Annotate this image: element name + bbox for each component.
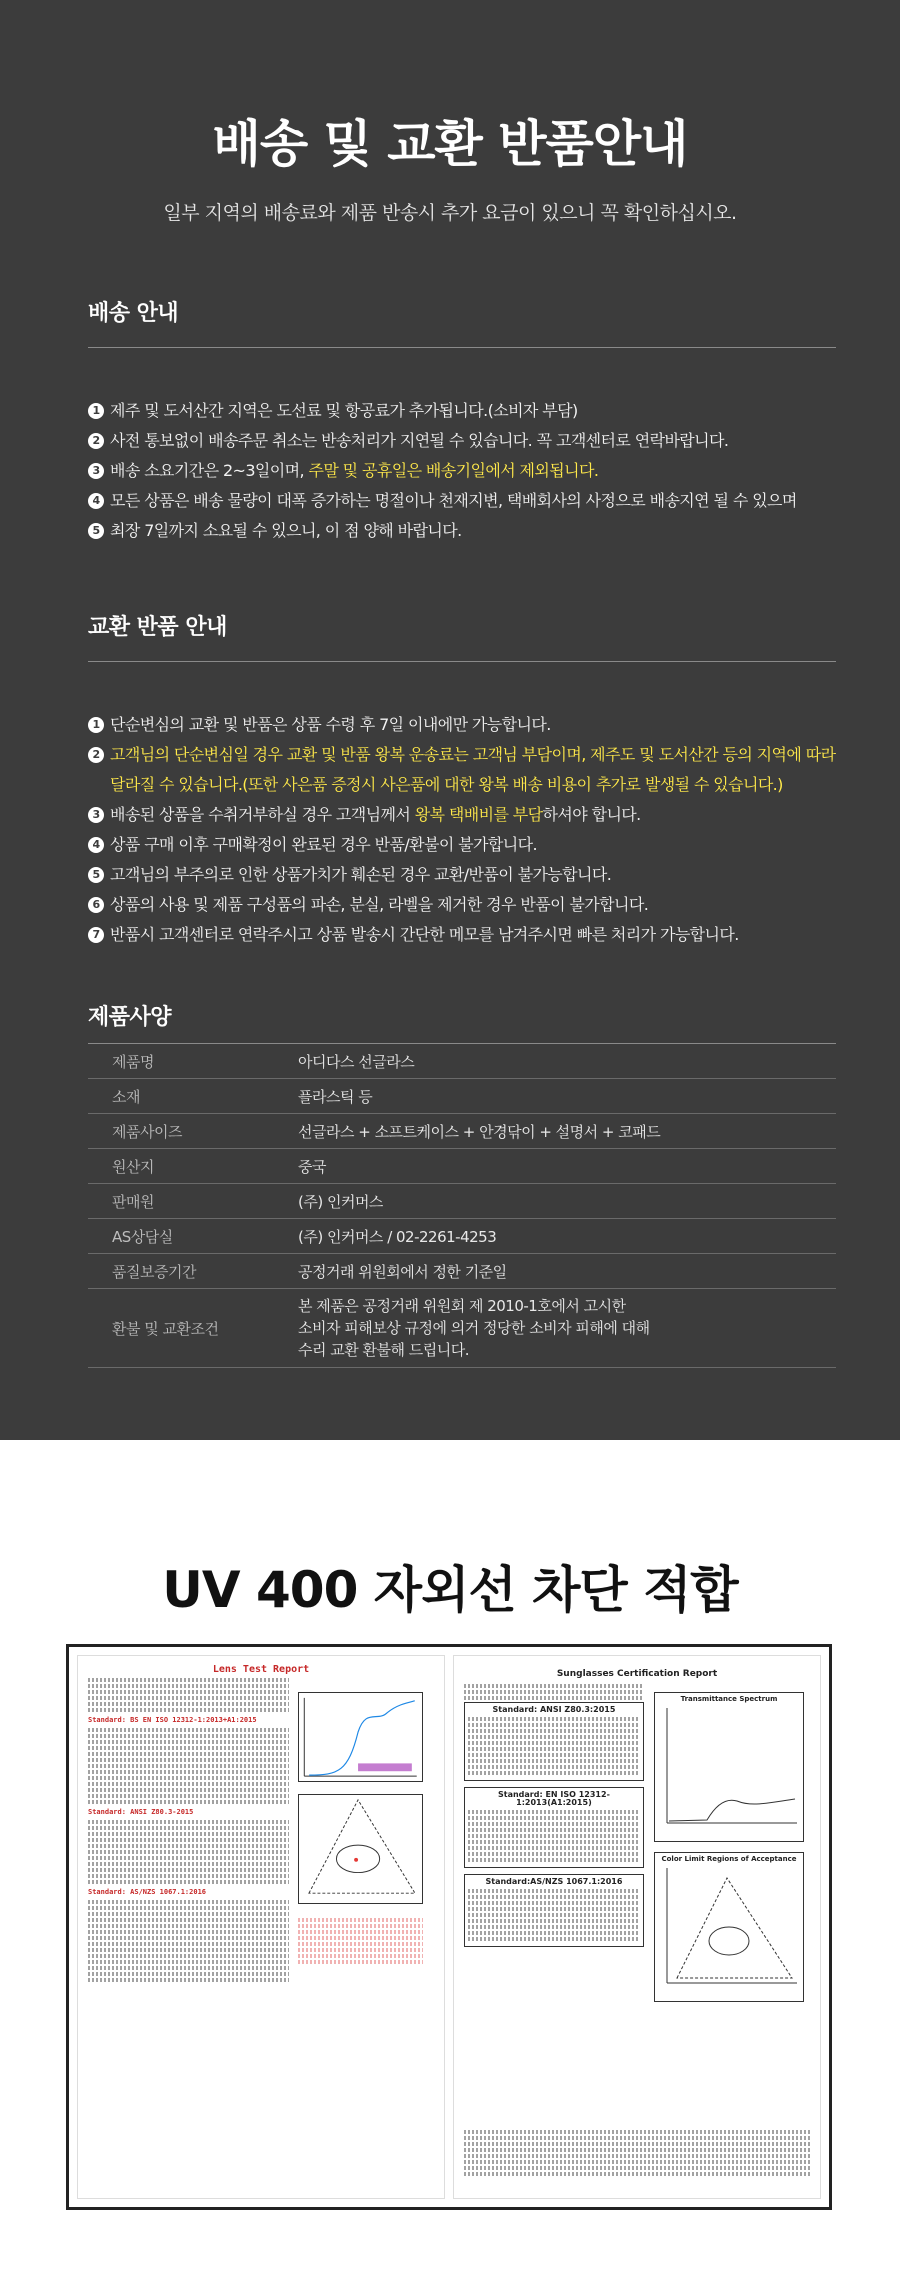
returns-item-text bbox=[110, 800, 641, 830]
spec-value: 공정거래 위원회에서 정한 기준일 bbox=[298, 1254, 836, 1289]
returns-item-text bbox=[110, 830, 537, 860]
spec-row bbox=[88, 1254, 836, 1289]
spectrum-graph-icon bbox=[657, 1703, 801, 1833]
number-bullet-icon: 4 bbox=[88, 493, 104, 509]
number-bullet-icon: 1 bbox=[88, 403, 104, 419]
certification-report-image bbox=[66, 1644, 832, 2210]
lens-test-report-title: Lens Test Report bbox=[212, 1664, 310, 1675]
spec-label: 제품사이즈 bbox=[88, 1114, 298, 1149]
color-limit-graph-icon bbox=[657, 1863, 801, 1993]
returns-item bbox=[88, 710, 836, 740]
number-bullet-icon: 3 bbox=[88, 807, 104, 823]
returns-item-text bbox=[110, 890, 648, 920]
shipping-item-text bbox=[110, 516, 462, 546]
highlight-text: 고객님의 단순변심일 경우 교환 및 반품 왕복 운송료는 고객님 부담이며, 제주도 및 도서산간 등의 지역에 따라 달라질 수 있습니다.(또한 사은품 증정시 사은품에 대한 왕복 배송 비용이 추가로 발생될 수 있습니다.) bbox=[110, 745, 836, 794]
shipping-item bbox=[88, 426, 836, 456]
number-bullet-icon: 4 bbox=[88, 837, 104, 853]
spec-value: 본 제품은 공정거래 위원회 제 2010-1호에서 고시한 소비자 피해보상 규정에 의거 정당한 소비자 피해에 대해 수리 교환 환불해 드립니다. bbox=[298, 1289, 836, 1368]
cert-standard-3: Standard:AS/NZS 1067.1:2016 bbox=[485, 1877, 623, 1886]
returns-item bbox=[88, 890, 836, 920]
spec-label: 원산지 bbox=[88, 1149, 298, 1184]
spec-row bbox=[88, 1184, 836, 1219]
left-standard-2: Standard: ANSI Z80.3-2015 bbox=[88, 1808, 194, 1816]
number-bullet-icon: 3 bbox=[88, 463, 104, 479]
number-bullet-icon: 7 bbox=[88, 927, 104, 943]
sunglasses-certification-page bbox=[453, 1655, 821, 2199]
item-text: 상품의 사용 및 제품 구성품의 파손, 분실, 라벨을 제거한 경우 반품이 불가합니다. bbox=[110, 895, 649, 914]
spec-label: 소재 bbox=[88, 1079, 298, 1114]
item-text: 하셔야 합니다. bbox=[542, 805, 641, 824]
cert-report-title: Sunglasses Certification Report bbox=[556, 1669, 718, 1679]
returns-item-text bbox=[110, 710, 551, 740]
uv-title: UV 400 자외선 차단 적합 bbox=[162, 1561, 738, 1619]
returns-item-text bbox=[110, 740, 836, 800]
returns-list bbox=[88, 710, 836, 950]
spec-row bbox=[88, 1079, 836, 1114]
spec-value: 아디다스 선글라스 bbox=[298, 1044, 836, 1079]
returns-item bbox=[88, 860, 836, 890]
shipping-item bbox=[88, 396, 836, 426]
spec-title: 제품사양 bbox=[88, 1005, 172, 1030]
returns-item-text bbox=[110, 920, 739, 950]
item-text: 배송된 상품을 수취거부하실 경우 고객님께서 bbox=[110, 805, 415, 824]
spec-label: AS상담실 bbox=[88, 1219, 298, 1254]
left-standard-3: Standard: AS/NZS 1067.1:2016 bbox=[88, 1888, 207, 1896]
number-bullet-icon: 1 bbox=[88, 717, 104, 733]
returns-section bbox=[88, 610, 836, 950]
shipping-item-text bbox=[110, 426, 728, 456]
item-text: 상품 구매 이후 구매확정이 완료된 경우 반품/환불이 불가합니다. bbox=[110, 835, 537, 854]
spec-row bbox=[88, 1044, 836, 1079]
spec-value: (주) 인커머스 / 02-2261-4253 bbox=[298, 1219, 836, 1254]
returns-title: 교환 반품 안내 bbox=[88, 610, 836, 662]
returns-item bbox=[88, 830, 836, 860]
highlight-text: 주말 및 공휴일은 배송기일에서 제외됩니다. bbox=[308, 461, 599, 480]
number-bullet-icon: 2 bbox=[88, 747, 104, 763]
transmittance-spectrum-chart: Transmittance Spectrum bbox=[654, 1692, 804, 1842]
spec-label: 품질보증기간 bbox=[88, 1254, 298, 1289]
shipping-item bbox=[88, 486, 836, 516]
number-bullet-icon: 2 bbox=[88, 433, 104, 449]
chromaticity-graph-icon bbox=[298, 1794, 423, 1904]
spec-value: 선글라스 + 소프트케이스 + 안경닦이 + 설명서 + 코패드 bbox=[298, 1114, 836, 1149]
page-title: 배송 및 교환 반품안내 bbox=[212, 115, 688, 173]
number-bullet-icon: 5 bbox=[88, 867, 104, 883]
shipping-item-text bbox=[110, 486, 797, 516]
shipping-title: 배송 안내 bbox=[88, 296, 836, 348]
shipping-item bbox=[88, 456, 836, 486]
lens-test-report-page bbox=[77, 1655, 445, 2199]
item-text: 사전 통보없이 배송주문 취소는 반송처리가 지연될 수 있습니다. 꼭 고객센터로 연락바랍니다. bbox=[110, 431, 729, 450]
item-text: 모든 상품은 배송 물량이 대폭 증가하는 명절이나 천재지변, 택배회사의 사정으로 배송지연 될 수 있으며 bbox=[110, 491, 797, 510]
spec-row bbox=[88, 1149, 836, 1184]
spec-row bbox=[88, 1219, 836, 1254]
shipping-item-text bbox=[110, 456, 598, 486]
returns-item bbox=[88, 740, 836, 800]
spec-section bbox=[88, 1000, 836, 1368]
spec-table bbox=[88, 1043, 836, 1368]
spec-row bbox=[88, 1114, 836, 1149]
spec-value: 플라스틱 등 bbox=[298, 1079, 836, 1114]
color-limit-chart: Color Limit Regions of Acceptance bbox=[654, 1852, 804, 2002]
shipping-list bbox=[88, 396, 836, 546]
returns-item-text bbox=[110, 860, 611, 890]
item-text: 반품시 고객센터로 연락주시고 상품 발송시 간단한 메모를 남겨주시면 빠른 처리가 가능합니다. bbox=[110, 925, 739, 944]
cert-standard-1: Standard: ANSI Z80.3:2015 bbox=[492, 1705, 616, 1714]
shipping-item bbox=[88, 516, 836, 546]
spec-label: 판매원 bbox=[88, 1184, 298, 1219]
item-text: 고객님의 부주의로 인한 상품가치가 훼손된 경우 교환/반품이 불가능합니다. bbox=[110, 865, 612, 884]
item-text: 제주 및 도서산간 지역은 도선료 및 항공료가 추가됩니다.(소비자 부담) bbox=[110, 401, 578, 420]
transmittance-graph-icon bbox=[298, 1692, 423, 1782]
returns-item bbox=[88, 800, 836, 830]
highlight-text: 왕복 택배비를 부담 bbox=[414, 805, 543, 824]
cert-standard-2: Standard: EN ISO 12312-1:2013(A1:2015) bbox=[498, 1790, 610, 1807]
spec-label: 제품명 bbox=[88, 1044, 298, 1079]
spec-label: 환불 및 교환조건 bbox=[88, 1289, 298, 1368]
spec-value: (주) 인커머스 bbox=[298, 1184, 836, 1219]
item-text: 배송 소요기간은 2~3일이며, bbox=[110, 461, 309, 480]
number-bullet-icon: 6 bbox=[88, 897, 104, 913]
number-bullet-icon: 5 bbox=[88, 523, 104, 539]
left-standard-1: Standard: BS EN ISO 12312-1:2013+A1:2015 bbox=[88, 1716, 257, 1724]
shipping-item-text bbox=[110, 396, 578, 426]
page-subtitle: 일부 지역의 배송료와 제품 반송시 추가 요금이 있으니 꼭 확인하십시오. bbox=[163, 202, 737, 224]
item-text: 최장 7일까지 소요될 수 있으니, 이 점 양해 바랍니다. bbox=[110, 521, 462, 540]
spec-value: 중국 bbox=[298, 1149, 836, 1184]
spec-row bbox=[88, 1289, 836, 1368]
item-text: 단순변심의 교환 및 반품은 상품 수령 후 7일 이내에만 가능합니다. bbox=[110, 715, 551, 734]
shipping-section bbox=[88, 296, 836, 546]
returns-item bbox=[88, 920, 836, 950]
